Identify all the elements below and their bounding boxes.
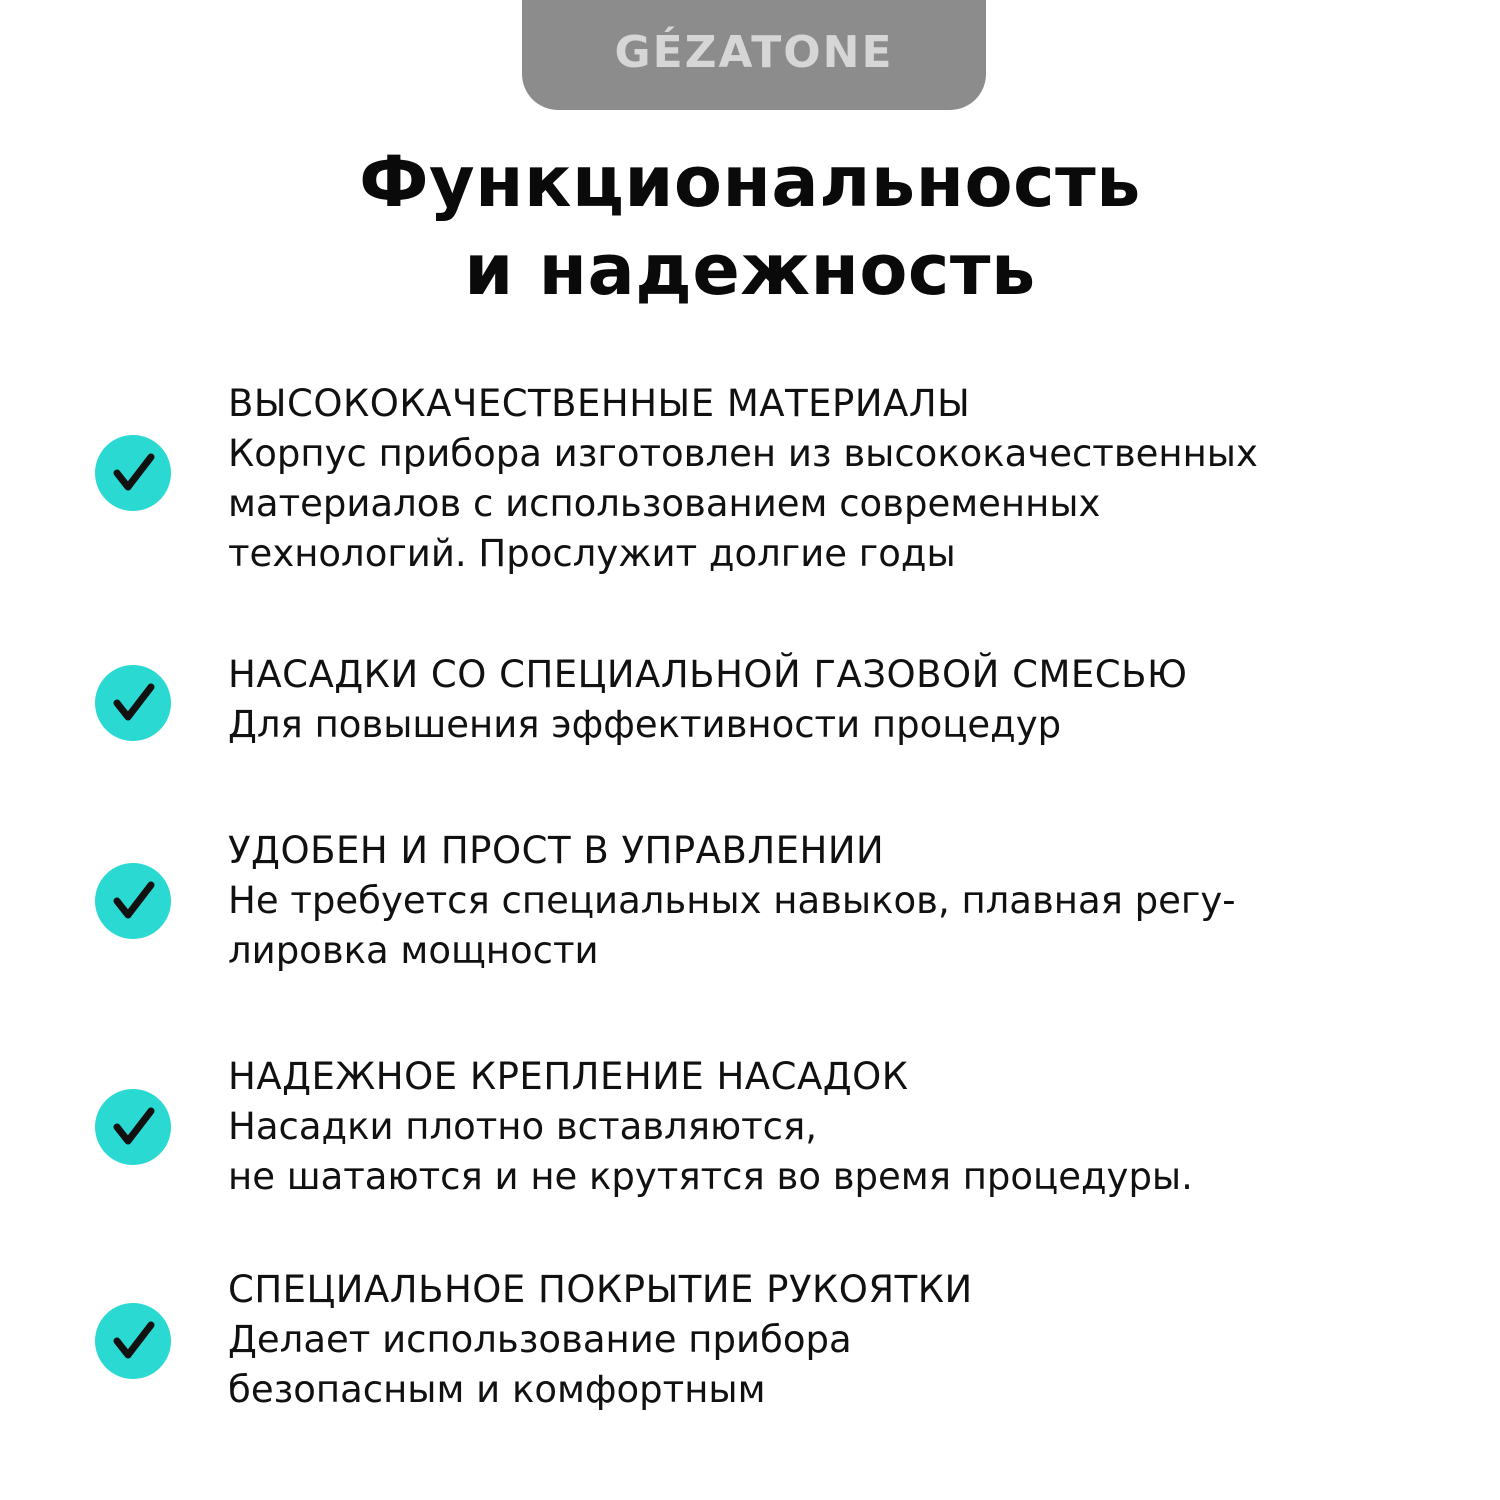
feature-text [228, 1265, 1478, 1415]
feature-description-line: Для повышения эффективности процедур [228, 703, 1062, 746]
feature-heading: НАСАДКИ СО СПЕЦИАЛЬНОЙ ГАЗОВОЙ СМЕСЬЮ [228, 653, 1188, 696]
feature-heading: СПЕЦИАЛЬНОЕ ПОКРЫТИЕ РУКОЯТКИ [228, 1268, 973, 1311]
page-title-line-1: Функциональность [359, 141, 1141, 223]
page-title [0, 138, 1500, 314]
feature-heading: НАДЕЖНОЕ КРЕПЛЕНИЕ НАСАДОК [228, 1055, 909, 1098]
check-icon [95, 863, 171, 939]
feature-description-line: Корпус прибора изготовлен из высококачественных [228, 432, 1258, 475]
feature-description-line: Не требуется специальных навыков, плавная регу- [228, 879, 1236, 922]
feature-description-line: технологий. Прослужит долгие годы [228, 532, 956, 575]
feature-text [228, 826, 1478, 976]
feature-description-line: Делает использование прибора [228, 1318, 852, 1361]
check-icon [95, 1089, 171, 1165]
check-icon [95, 1303, 171, 1379]
feature-text [228, 650, 1478, 750]
feature-description-line: материалов с использованием современных [228, 482, 1101, 525]
feature-heading: УДОБЕН И ПРОСТ В УПРАВЛЕНИИ [228, 829, 885, 872]
feature-description-line: безопасным и комфортным [228, 1368, 766, 1411]
check-icon [95, 665, 171, 741]
feature-text [228, 379, 1478, 579]
feature-heading: ВЫСОКОКАЧЕСТВЕННЫЕ МАТЕРИАЛЫ [228, 382, 971, 425]
page-title-line-2: и надежность [464, 229, 1036, 311]
brand-logo-tab [522, 0, 986, 110]
feature-description-line: Насадки плотно вставляются, [228, 1105, 818, 1148]
feature-text [228, 1052, 1478, 1202]
brand-logo: GÉZATONE [614, 26, 894, 78]
feature-description-line: не шатаются и не крутятся во время процедуры. [228, 1155, 1193, 1198]
check-icon [95, 435, 171, 511]
feature-description-line: лировка мощности [228, 929, 599, 972]
